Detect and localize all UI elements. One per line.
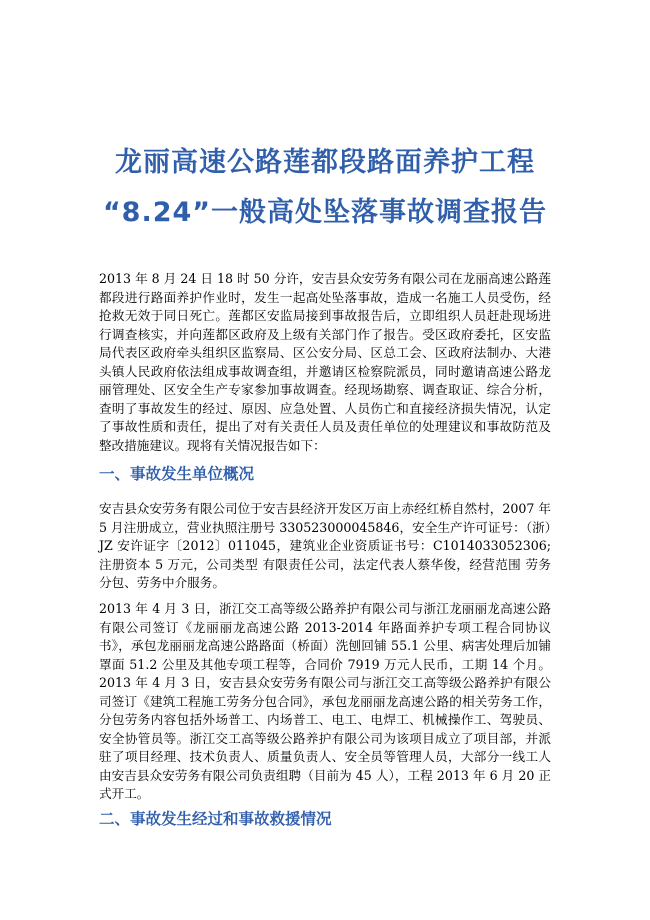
section-1-paragraph-1: 安吉县众安劳务有限公司位于安吉县经济开发区万亩上赤经红桥自然村，2007 年 5 月注册成立，营业执照注册号 330523000045846，安全生产许可证号：（浙）JZ 安许证字〔2012〕011045，建筑业企业资质证书号：C1014033052306;注册资本 5 万元，公司类型 有限责任公司，法定代表人蔡华俊，经营范围 劳务分包、劳务中介服务。	[99, 501, 551, 590]
section-1-paragraph-2: 2013 年 4 月 3 日，浙江交工高等级公路养护有限公司与浙江龙丽丽龙高速公路有限公司签订《龙丽丽龙高速公路 2013-2014 年路面养护专项工程合同协议书》，承包龙丽丽龙高速公路路面（桥面）洗刨回铺 55.1 公里、病害处理后加铺罩面 51.2 公里及其他专项工程等，合同价 7919 万元人民币，工期 14 个月。2013 年 4 月 3 日，安吉县众安劳务有限公司与浙江交工高等级公路养护有限公司签订《建筑工程施工劳务分包合同》，承包龙丽丽龙高速公路的相关劳务工作，分包劳务内容包括外场普工、内场普工、电工、电焊工、机械操作工、驾驶员、安全协管员等。浙江交工高等级公路养护有限公司为该项目成立了项目部，并派驻了项目经理、技术负责人、质量负责人、安全员等管理人员，大部分一线工人由安吉县众安劳务有限公司负责组聘（目前为 45 人），工程 2013 年 6 月 20 正式开工。	[99, 601, 551, 801]
intro-paragraph: 2013 年 8 月 24 日 18 时 50 分许，安吉县众安劳务有限公司在龙丽高速公路莲都段进行路面养护作业时，发生一起高处坠落事故，造成一名施工人员受伤，经抢救无效于同日死亡。莲都区安监局接到事故报告后，立即组织人员赶赴现场进行调查核实，并向莲都区政府及上级有关部门作了报告。受区政府委托，区安监局代表区政府牵头组织区监察局、区公安分局、区总工会、区政府法制办、大港头镇人民政府依法组成事故调查组，并邀请区检察院派员，同时邀请高速公路龙丽管理处、区安全生产专家参加事故调查。经现场勘察、调查取证、综合分析，查明了事故发生的经过、原因、应急处置、人员伤亡和直接经济损失情况，认定了事故性质和责任，提出了对有关责任人员及责任单位的处理建议和事故防范及整改措施建议。现将有关情况报告如下：	[99, 271, 551, 453]
report-title-line-1: 龙丽高速公路莲都段路面养护工程	[115, 147, 535, 178]
section-1-heading: 一、事故发生单位概况	[99, 465, 255, 483]
section-2-heading: 二、事故发生经过和事故救援情况	[99, 810, 332, 828]
report-title-line-2: “8.24”一般高处坠落事故调查报告	[102, 197, 548, 228]
